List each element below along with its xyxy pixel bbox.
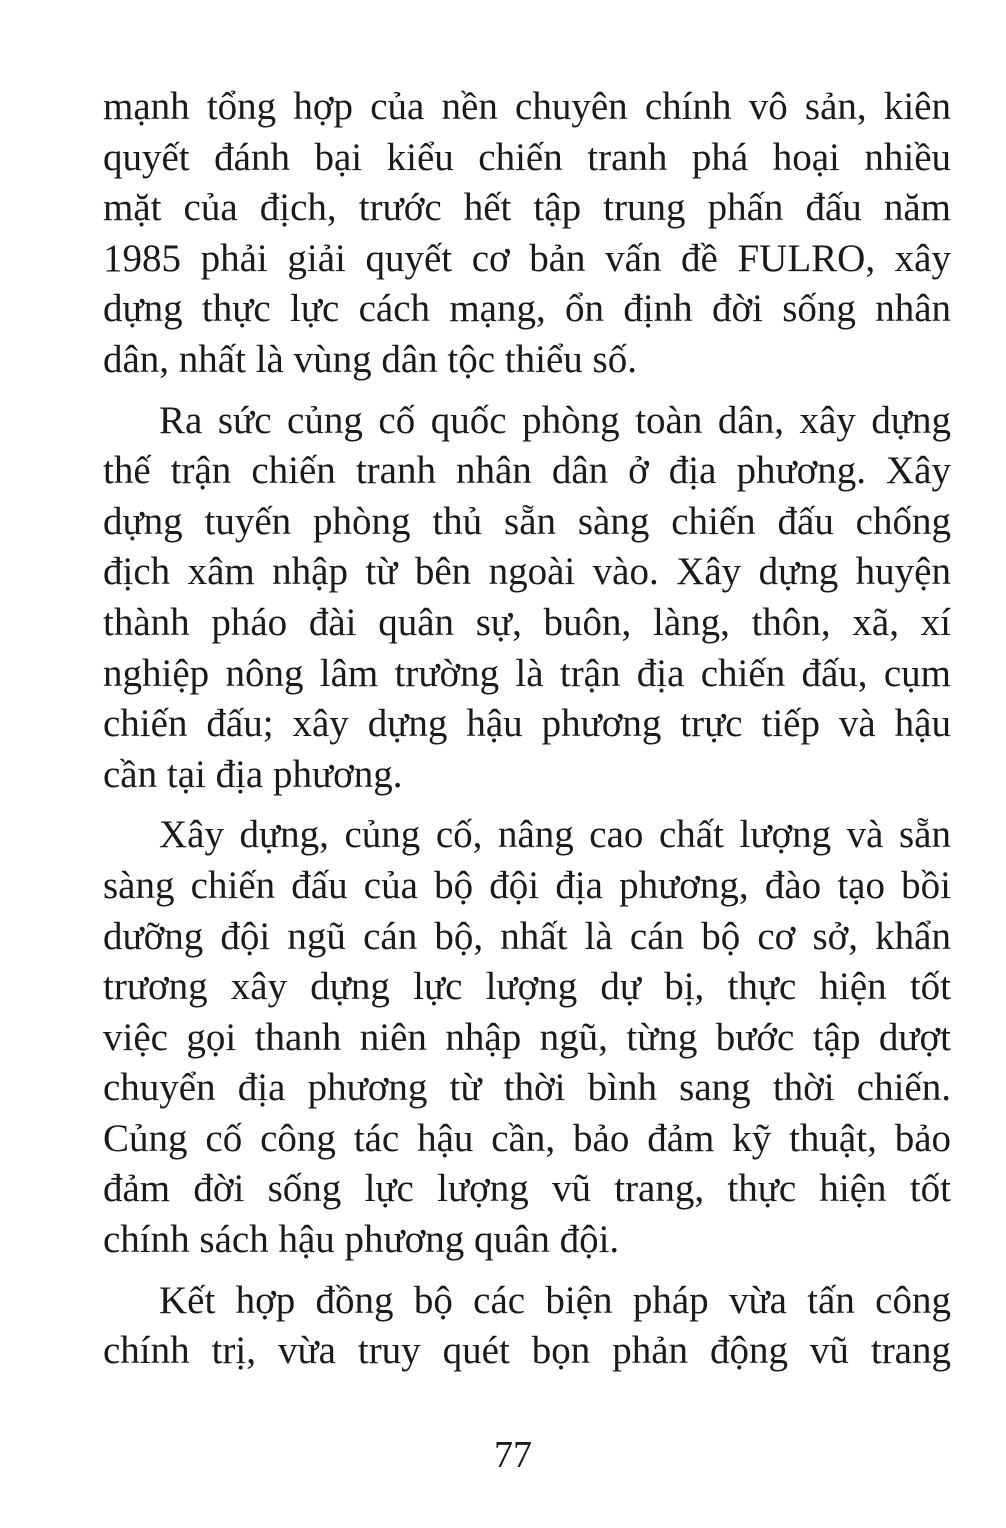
text-line: chiến đấu; xây dựng hậu phương trực tiếp và hậu (103, 702, 951, 746)
text-line: Củng cố công tác hậu cần, bảo đảm kỹ thuật, bảo (103, 1116, 951, 1160)
paragraph-4 (103, 1276, 951, 1377)
text-line: Ra sức củng cố quốc phòng toàn dân, xây dựng (159, 398, 951, 442)
text-line: nghiệp nông lâm trường là trận địa chiến đấu, cụm (103, 651, 951, 695)
text-line: đảm đời sống lực lượng vũ trang, thực hiện tốt (103, 1167, 951, 1211)
text-line: Xây dựng, củng cố, nâng cao chất lượng và sẵn (159, 813, 951, 857)
text-line: mặt của địch, trước hết tập trung phấn đấu năm (103, 186, 951, 230)
paragraph-3 (103, 810, 951, 1265)
text-line: dưỡng đội ngũ cán bộ, nhất là cán bộ cơ sở, khẩn (103, 914, 951, 958)
text-line: trương xây dựng lực lượng dự bị, thực hiện tốt (103, 965, 951, 1009)
page-number: 77 (494, 1434, 532, 1476)
text-line: việc gọi thanh niên nhập ngũ, từng bước tập dượt (103, 1015, 951, 1059)
text-line: thế trận chiến tranh nhân dân ở địa phương. Xây (103, 449, 951, 493)
text-line: thành pháo đài quân sự, buôn, làng, thôn, xã, xí (103, 600, 951, 644)
text-line: chính trị, vừa truy quét bọn phản động vũ trang (103, 1329, 951, 1373)
text-line: dân, nhất là vùng dân tộc thiểu số. (103, 337, 637, 381)
paragraph-1 (103, 82, 951, 386)
text-line: chuyển địa phương từ thời bình sang thời chiến. (103, 1066, 951, 1110)
paragraph-2 (103, 396, 951, 801)
page-body (103, 82, 951, 1387)
text-line: mạnh tổng hợp của nền chuyên chính vô sản, kiên (103, 85, 951, 128)
text-line: sàng chiến đấu của bộ đội địa phương, đào tạo bồi (103, 863, 951, 907)
text-line: quyết đánh bại kiểu chiến tranh phá hoại nhiều (103, 135, 951, 179)
text-line: 1985 phải giải quyết cơ bản vấn đề FULRO, xây (103, 236, 951, 280)
text-line: dựng tuyến phòng thủ sẵn sàng chiến đấu chống (103, 499, 951, 543)
text-line: chính sách hậu phương quân đội. (103, 1218, 620, 1262)
text-line: cần tại địa phương. (103, 752, 403, 796)
text-line: dựng thực lực cách mạng, ổn định đời sống nhân (103, 287, 951, 331)
text-line: Kết hợp đồng bộ các biện pháp vừa tấn công (159, 1278, 951, 1322)
text-line: địch xâm nhập từ bên ngoài vào. Xây dựng huyện (103, 550, 951, 594)
